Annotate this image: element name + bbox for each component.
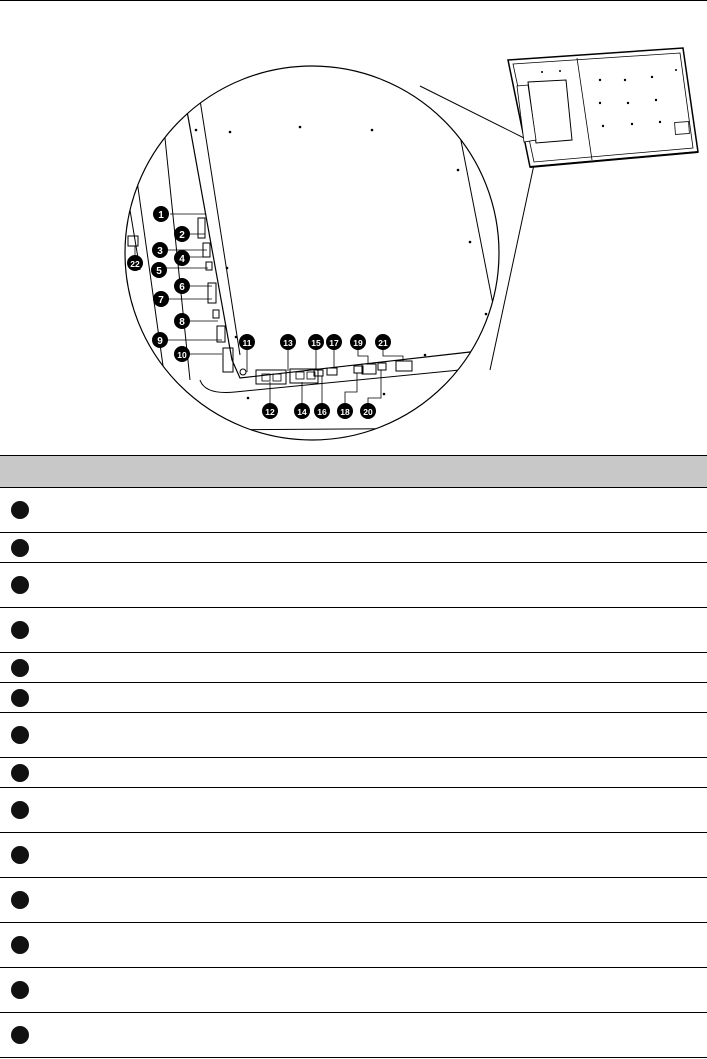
row-bullet-icon bbox=[11, 936, 29, 954]
row-bullet-icon bbox=[11, 846, 29, 864]
callout-10 bbox=[174, 346, 190, 362]
callout-7-label: 7 bbox=[158, 295, 164, 306]
callout-1-label: 1 bbox=[158, 210, 164, 221]
callout-11 bbox=[239, 334, 255, 350]
callout-8-label: 8 bbox=[179, 317, 185, 328]
table-row bbox=[0, 788, 707, 833]
callout-5 bbox=[151, 262, 167, 278]
callout-21 bbox=[375, 334, 391, 350]
callout-17-label: 17 bbox=[329, 338, 339, 348]
callout-6 bbox=[174, 278, 190, 294]
row-description bbox=[46, 1013, 697, 1057]
row-description bbox=[46, 923, 697, 967]
row-bullet-icon bbox=[11, 689, 29, 707]
row-bullet-icon bbox=[11, 981, 29, 999]
callout-5-label: 5 bbox=[156, 266, 162, 277]
row-description bbox=[46, 653, 697, 682]
row-bullet-icon bbox=[11, 891, 29, 909]
callout-6-label: 6 bbox=[179, 282, 185, 293]
callout-10-label: 10 bbox=[177, 350, 187, 360]
row-bullet-icon bbox=[11, 659, 29, 677]
row-description bbox=[46, 833, 697, 877]
connector-table bbox=[0, 455, 707, 1058]
table-row bbox=[0, 833, 707, 878]
table-row bbox=[0, 923, 707, 968]
table-row bbox=[0, 758, 707, 788]
callout-3 bbox=[152, 242, 168, 258]
row-bullet-icon bbox=[11, 764, 29, 782]
table-row bbox=[0, 713, 707, 758]
callout-18-label: 18 bbox=[340, 407, 350, 417]
row-description bbox=[46, 878, 697, 922]
row-description bbox=[46, 713, 697, 757]
callout-8 bbox=[174, 313, 190, 329]
callout-19-label: 19 bbox=[353, 338, 363, 348]
row-description bbox=[46, 608, 697, 652]
callout-9-label: 9 bbox=[157, 336, 163, 347]
callout-2 bbox=[174, 226, 190, 242]
row-description bbox=[46, 533, 697, 562]
row-description bbox=[46, 788, 697, 832]
callout-15 bbox=[308, 334, 324, 350]
callout-13-label: 13 bbox=[283, 338, 293, 348]
callout-22-label: 22 bbox=[130, 259, 140, 269]
row-description bbox=[46, 488, 697, 532]
table-row bbox=[0, 488, 707, 533]
callout-16 bbox=[314, 403, 330, 419]
callout-9 bbox=[152, 332, 168, 348]
callout-22 bbox=[127, 255, 143, 271]
display-rear-overview bbox=[508, 48, 698, 167]
table-row bbox=[0, 563, 707, 608]
callout-14-label: 14 bbox=[297, 407, 307, 417]
table-row bbox=[0, 878, 707, 923]
callout-20 bbox=[360, 403, 376, 419]
callout-20-label: 20 bbox=[363, 407, 373, 417]
callout-16-label: 16 bbox=[317, 407, 327, 417]
row-bullet-icon bbox=[11, 1026, 29, 1044]
callout-17 bbox=[326, 334, 342, 350]
row-bullet-icon bbox=[11, 501, 29, 519]
row-description bbox=[46, 968, 697, 1012]
table-body bbox=[0, 488, 707, 1058]
callout-1 bbox=[153, 206, 169, 222]
callout-7 bbox=[153, 291, 169, 307]
row-bullet-icon bbox=[11, 621, 29, 639]
callout-2-label: 2 bbox=[179, 230, 185, 241]
callout-12-label: 12 bbox=[265, 407, 275, 417]
callout-4 bbox=[174, 250, 190, 266]
row-description bbox=[46, 563, 697, 607]
row-description bbox=[46, 683, 697, 712]
row-bullet-icon bbox=[11, 726, 29, 744]
callout-3-label: 3 bbox=[157, 246, 163, 257]
row-bullet-icon bbox=[11, 801, 29, 819]
table-row bbox=[0, 1013, 707, 1058]
table-row bbox=[0, 608, 707, 653]
callout-18 bbox=[337, 403, 353, 419]
callout-14 bbox=[294, 403, 310, 419]
callout-19 bbox=[350, 334, 366, 350]
callout-12 bbox=[262, 403, 278, 419]
rear-panel-illustration bbox=[0, 0, 707, 450]
callout-13 bbox=[280, 334, 296, 350]
table-row bbox=[0, 653, 707, 683]
table-row bbox=[0, 683, 707, 713]
row-bullet-icon bbox=[11, 539, 29, 557]
table-row bbox=[0, 533, 707, 563]
callout-11-label: 11 bbox=[242, 338, 252, 348]
table-row bbox=[0, 968, 707, 1013]
table-header bbox=[0, 455, 707, 488]
row-description bbox=[46, 758, 697, 787]
callout-15-label: 15 bbox=[311, 338, 321, 348]
callout-21-label: 21 bbox=[378, 338, 388, 348]
row-bullet-icon bbox=[11, 576, 29, 594]
callout-4-label: 4 bbox=[179, 254, 185, 265]
